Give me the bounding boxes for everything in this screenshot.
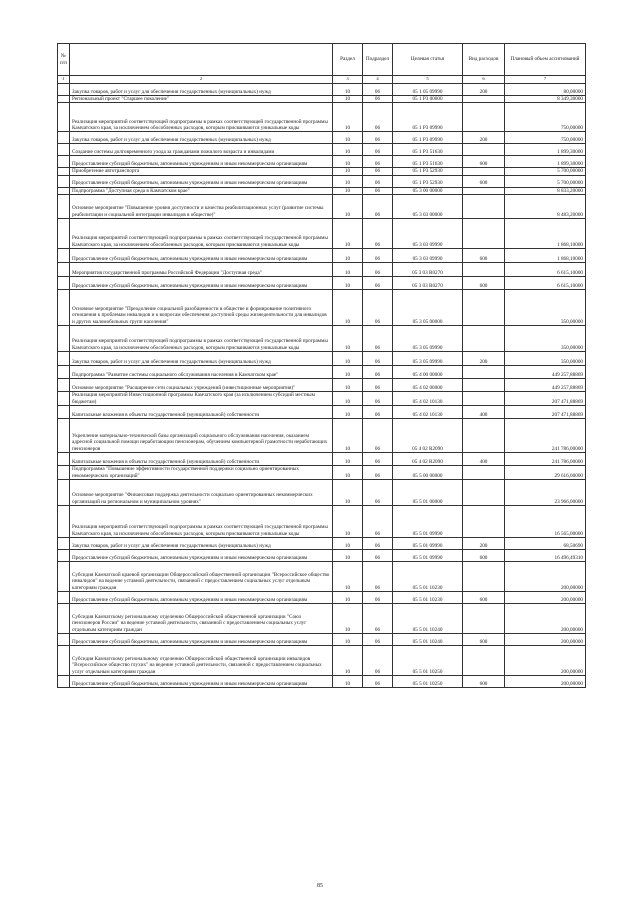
row-target: 05 4 02 10130: [393, 392, 463, 406]
row-expense: [463, 290, 505, 326]
row-amount: 200,00000: [505, 562, 586, 592]
row-expense: 600: [463, 277, 505, 290]
row-target: 05 1 P3 09990: [393, 132, 463, 144]
row-num: [58, 466, 70, 480]
row-name: Субсидия Камчатской краевой организации Общероссийской общественной организации "Всероссийское общество инвалидов" на ведение уставной деятельности, связанной с предоставлением социальных услуг отдельным категориям граждан: [70, 562, 333, 592]
row-num: [58, 480, 70, 506]
row-expense: 200: [463, 132, 505, 144]
row-num: [58, 646, 70, 676]
row-target: 05 3 05 09990: [393, 352, 463, 366]
table-row: [58, 84, 586, 96]
row-subsection: 06: [363, 195, 393, 219]
row-target: 05 5 01 09990: [393, 538, 463, 550]
row-expense: 200: [463, 84, 505, 96]
row-name: Основное мероприятие "Повышение уровня доступности и качества реабилитационных услуг (развитие системы реабилитации и социальной интеграции инвалидов в обществе)": [70, 195, 333, 219]
row-subsection: 06: [363, 592, 393, 604]
row-name: Реализация мероприятий соответствующей подпрограммы в рамках соответствующей государственной программы Камчатского края, за исключением обособленных расходов, которым присваиваются уникальные коды: [70, 326, 333, 352]
row-num: [58, 195, 70, 219]
row-name: Мероприятия государственной программы Российской Федерации "Доступная среда": [70, 263, 333, 277]
row-section: 10: [333, 84, 363, 96]
row-subsection: 06: [363, 604, 393, 634]
row-num: [58, 538, 70, 550]
row-amount: 23 966,00000: [505, 480, 586, 506]
row-subsection: 06: [363, 392, 393, 406]
row-section: 10: [333, 263, 363, 277]
row-section: 10: [333, 187, 363, 194]
row-subsection: 06: [363, 453, 393, 466]
row-target: 05 5 01 09990: [393, 506, 463, 538]
row-name: Предоставление субсидий бюджетным, автономным учреждениям и иным некоммерческим организациям: [70, 550, 333, 562]
row-expense: [463, 263, 505, 277]
row-name: Укрепление материально-технической базы организаций социального обслуживания населения, оказанием адресной социальной помощи неработающим пенсионерам, обучением компьютерной грамотности неработающих пенсионеров: [70, 419, 333, 453]
row-name: Реализация мероприятий Инвестиционной программы Камчатского края (за исключением субсидий местным бюджетам): [70, 392, 333, 406]
row-subsection: 06: [363, 379, 393, 392]
row-amount: 449 257,88869: [505, 366, 586, 379]
row-expense: [463, 379, 505, 392]
row-amount: 5 700,00000: [505, 168, 586, 175]
table-row: [58, 453, 586, 466]
row-expense: 600: [463, 156, 505, 168]
row-num: [58, 103, 70, 132]
column-index: 4: [363, 76, 393, 84]
table-row: [58, 352, 586, 366]
row-subsection: 06: [363, 562, 393, 592]
table-row: [58, 290, 586, 326]
row-num: [58, 132, 70, 144]
row-expense: [463, 506, 505, 538]
column-index: 6: [463, 76, 505, 84]
header-num: № п/п: [58, 44, 70, 76]
row-target: 05 5 00 00000: [393, 466, 463, 480]
row-amount: 449 257,88869: [505, 379, 586, 392]
table-row: [58, 562, 586, 592]
row-section: 10: [333, 290, 363, 326]
row-expense: [463, 195, 505, 219]
table-body: [58, 84, 586, 688]
row-expense: [463, 96, 505, 103]
row-name: Закупка товаров, работ и услуг для обеспечения государственных (муниципальных) нужд: [70, 538, 333, 550]
row-name: Реализация мероприятий соответствующей подпрограммы в рамках соответствующей государственной программы Камчатского края, за исключением обособленных расходов, которым присваиваются уникальные коды: [70, 219, 333, 249]
table-row: [58, 366, 586, 379]
column-index: 3: [333, 76, 363, 84]
row-amount: 8 349,30000: [505, 96, 586, 103]
row-target: 05 5 01 10250: [393, 646, 463, 676]
row-target: 05 1 P3 52930: [393, 175, 463, 187]
row-target: 05 5 01 10240: [393, 604, 463, 634]
row-section: 10: [333, 326, 363, 352]
header-name: [70, 44, 333, 76]
row-section: 10: [333, 249, 363, 263]
row-section: 10: [333, 506, 363, 538]
row-expense: 600: [463, 550, 505, 562]
table-row: [58, 96, 586, 103]
header-amount: Плановый объем ассигнований: [505, 44, 586, 76]
page-number: 85: [317, 883, 323, 889]
row-name: Закупка товаров, работ и услуг для обеспечения государственных (муниципальных) нужд: [70, 352, 333, 366]
row-num: [58, 366, 70, 379]
row-target: 05 3 03 09990: [393, 249, 463, 263]
row-subsection: 06: [363, 103, 393, 132]
row-name: Субсидия Камчатскому региональному отделению Общероссийской общественной организации инвалидов "Всероссийское общество глухих" на ведение уставной деятельности, связанной с предоставлением социальных услуг отдельным категориям граждан: [70, 646, 333, 676]
row-section: 10: [333, 538, 363, 550]
row-num: [58, 219, 70, 249]
row-num: [58, 604, 70, 634]
row-target: 05 5 01 10230: [393, 562, 463, 592]
row-target: 05 3 03 R0270: [393, 263, 463, 277]
row-name: Предоставление субсидий бюджетным, автономным учреждениям и иным некоммерческим организациям: [70, 277, 333, 290]
row-amount: 241 786,00000: [505, 453, 586, 466]
header-section: Раздел: [333, 44, 363, 76]
table-row: [58, 550, 586, 562]
row-num: [58, 550, 70, 562]
row-amount: 200,00000: [505, 604, 586, 634]
row-section: 10: [333, 132, 363, 144]
row-expense: [463, 419, 505, 453]
row-num: [58, 676, 70, 688]
row-expense: 400: [463, 406, 505, 419]
row-subsection: 06: [363, 263, 393, 277]
row-amount: 750,00000: [505, 132, 586, 144]
row-subsection: 06: [363, 144, 393, 156]
row-subsection: 06: [363, 156, 393, 168]
row-section: 10: [333, 562, 363, 592]
row-subsection: 06: [363, 187, 393, 194]
row-subsection: 06: [363, 219, 393, 249]
row-section: 10: [333, 604, 363, 634]
row-name: Капитальные вложения в объекты государственной (муниципальной) собственности: [70, 406, 333, 419]
row-target: 05 5 01 10230: [393, 592, 463, 604]
row-target: 05 1 P3 09990: [393, 103, 463, 132]
row-target: 05 4 02 00000: [393, 379, 463, 392]
row-num: [58, 506, 70, 538]
table-row: [58, 506, 586, 538]
row-amount: 200,00000: [505, 592, 586, 604]
row-amount: 16 565,00000: [505, 506, 586, 538]
row-amount: 350,00000: [505, 352, 586, 366]
row-amount: 6 615,10000: [505, 263, 586, 277]
row-expense: [463, 219, 505, 249]
row-section: 10: [333, 392, 363, 406]
row-name: Подпрограмма "Развитие системы социального обслуживания населения в Камчатском крае": [70, 366, 333, 379]
row-section: 10: [333, 646, 363, 676]
row-target: 05 1 P3 52930: [393, 168, 463, 175]
row-target: 05 5 01 10240: [393, 634, 463, 646]
row-num: [58, 392, 70, 406]
table-row: [58, 326, 586, 352]
table-row: [58, 103, 586, 132]
row-amount: 241 786,00000: [505, 419, 586, 453]
row-amount: 16 496,49310: [505, 550, 586, 562]
row-target: 05 3 03 09990: [393, 219, 463, 249]
row-name: Предоставление субсидий бюджетным, автономным учреждениям и иным некоммерческим организациям: [70, 156, 333, 168]
row-subsection: 06: [363, 132, 393, 144]
row-amount: 1 899,30000: [505, 144, 586, 156]
row-subsection: 06: [363, 84, 393, 96]
row-num: [58, 263, 70, 277]
table-row: [58, 634, 586, 646]
table-row: [58, 480, 586, 506]
row-amount: 80,00000: [505, 84, 586, 96]
row-num: [58, 352, 70, 366]
row-amount: 68,50690: [505, 538, 586, 550]
row-num: [58, 453, 70, 466]
row-num: [58, 419, 70, 453]
row-section: 10: [333, 676, 363, 688]
row-section: 10: [333, 453, 363, 466]
row-subsection: 06: [363, 175, 393, 187]
header-expense: Вид расходов: [463, 44, 505, 76]
row-expense: 600: [463, 676, 505, 688]
row-section: 10: [333, 144, 363, 156]
row-expense: [463, 562, 505, 592]
table-row: [58, 168, 586, 175]
table-row: [58, 379, 586, 392]
row-amount: 200,00000: [505, 634, 586, 646]
row-expense: [463, 604, 505, 634]
row-num: [58, 96, 70, 103]
row-name: Основное мероприятие "Финансовая поддержка деятельности социально ориентированных некоммерческих организаций на региональном и муниципальном уровнях": [70, 480, 333, 506]
row-section: 10: [333, 168, 363, 175]
row-section: 10: [333, 406, 363, 419]
table-row: [58, 195, 586, 219]
row-target: 05 4 00 00000: [393, 366, 463, 379]
row-num: [58, 144, 70, 156]
row-target: 05 3 05 09990: [393, 326, 463, 352]
row-section: 10: [333, 277, 363, 290]
row-section: 10: [333, 466, 363, 480]
row-num: [58, 175, 70, 187]
row-num: [58, 249, 70, 263]
row-subsection: 06: [363, 96, 393, 103]
table-header-row: [58, 44, 586, 76]
row-section: 10: [333, 550, 363, 562]
row-section: 10: [333, 634, 363, 646]
row-subsection: 06: [363, 352, 393, 366]
header-subsection: Подраздел: [363, 44, 393, 76]
row-expense: [463, 466, 505, 480]
row-expense: [463, 366, 505, 379]
row-target: 05 5 01 09990: [393, 550, 463, 562]
row-num: [58, 592, 70, 604]
row-num: [58, 187, 70, 194]
row-subsection: 06: [363, 277, 393, 290]
column-index: 2: [70, 76, 333, 84]
budget-table: [57, 43, 586, 688]
row-expense: [463, 168, 505, 175]
row-expense: 400: [463, 453, 505, 466]
row-expense: 200: [463, 352, 505, 366]
row-expense: [463, 646, 505, 676]
row-num: [58, 326, 70, 352]
row-num: [58, 277, 70, 290]
table-row: [58, 538, 586, 550]
table-row: [58, 419, 586, 453]
table-row: [58, 592, 586, 604]
row-num: [58, 156, 70, 168]
table-row: [58, 277, 586, 290]
table-row: [58, 144, 586, 156]
row-name: Региональный проект "Старшее поколение": [70, 96, 333, 103]
row-expense: [463, 103, 505, 132]
row-num: [58, 406, 70, 419]
table-row: [58, 646, 586, 676]
row-subsection: 06: [363, 419, 393, 453]
row-name: Предоставление субсидий бюджетным, автономным учреждениям и иным некоммерческим организациям: [70, 592, 333, 604]
row-section: 10: [333, 592, 363, 604]
row-expense: [463, 480, 505, 506]
table-row: [58, 219, 586, 249]
table-row: [58, 249, 586, 263]
row-amount: 1 868,10000: [505, 249, 586, 263]
row-amount: 350,00000: [505, 326, 586, 352]
row-name: Предоставление субсидий бюджетным, автономным учреждениям и иным некоммерческим организациям: [70, 175, 333, 187]
row-target: 05 1 05 09990: [393, 84, 463, 96]
row-name: Предоставление субсидий бюджетным, автономным учреждениям и иным некоммерческим организациям: [70, 249, 333, 263]
row-target: 05 4 02 R2090: [393, 419, 463, 453]
column-index-row: [58, 76, 586, 84]
row-name: Капитальные вложения в объекты государственной (муниципальной) собственности: [70, 453, 333, 466]
row-target: 05 1 P3 00000: [393, 96, 463, 103]
row-expense: 200: [463, 538, 505, 550]
row-amount: 207 471,88869: [505, 406, 586, 419]
row-name: Реализация мероприятий соответствующей подпрограммы в рамках соответствующей государственной программы Камчатского края, за исключением обособленных расходов, которым присваиваются уникальные коды: [70, 103, 333, 132]
row-target: 05 3 05 00000: [393, 290, 463, 326]
row-section: 10: [333, 195, 363, 219]
row-subsection: 06: [363, 480, 393, 506]
row-name: Закупка товаров, работ и услуг для обеспечения государственных (муниципальных) нужд: [70, 84, 333, 96]
row-target: 05 4 02 R2090: [393, 453, 463, 466]
row-subsection: 06: [363, 506, 393, 538]
row-subsection: 06: [363, 466, 393, 480]
row-expense: [463, 144, 505, 156]
row-target: 05 3 03 R0270: [393, 277, 463, 290]
row-subsection: 06: [363, 249, 393, 263]
row-expense: [463, 392, 505, 406]
row-section: 10: [333, 96, 363, 103]
row-amount: 1 868,10000: [505, 219, 586, 249]
row-section: 10: [333, 175, 363, 187]
row-subsection: 06: [363, 406, 393, 419]
row-section: 10: [333, 366, 363, 379]
row-num: [58, 562, 70, 592]
row-name: Подпрограмма "Доступная среда в Камчатском крае": [70, 187, 333, 194]
row-subsection: 06: [363, 676, 393, 688]
row-target: 05 1 P3 51630: [393, 156, 463, 168]
row-amount: 6 615,10000: [505, 277, 586, 290]
table-row: [58, 676, 586, 688]
row-subsection: 06: [363, 326, 393, 352]
row-num: [58, 379, 70, 392]
column-index: 5: [393, 76, 463, 84]
row-section: 10: [333, 379, 363, 392]
row-name: Субсидия Камчатскому региональному отделению Общероссийской общественной организации "Союз пенсионеров России" на ведение уставной деятельности, связанной с предоставлением социальных услуг отдельным категориям граждан: [70, 604, 333, 634]
table-row: [58, 604, 586, 634]
row-name: Основное мероприятие "Расширение сети социальных учреждений (инвестиционные мероприятия)": [70, 379, 333, 392]
table-row: [58, 392, 586, 406]
table-row: [58, 466, 586, 480]
row-section: 10: [333, 419, 363, 453]
row-name: Реализация мероприятий соответствующей подпрограммы в рамках соответствующей государственной программы Камчатского края, за исключением обособленных расходов, которым присваиваются уникальные коды: [70, 506, 333, 538]
table-row: [58, 156, 586, 168]
row-target: 05 4 02 10130: [393, 406, 463, 419]
row-subsection: 06: [363, 646, 393, 676]
table-row: [58, 175, 586, 187]
row-num: [58, 634, 70, 646]
row-name: Основное мероприятие "Преодоление социальной разобщенности в обществе и формирование позитивного отношения к проблемам инвалидов и к вопросам обеспечения доступной среды жизнедеятельности для инвалидов и других маломобильных групп населения": [70, 290, 333, 326]
row-expense: [463, 187, 505, 194]
row-amount: 1 899,30000: [505, 156, 586, 168]
row-section: 10: [333, 352, 363, 366]
row-name: Создание системы долговременного ухода за гражданами пожилого возраста и инвалидами: [70, 144, 333, 156]
row-expense: 600: [463, 175, 505, 187]
row-amount: 200,00000: [505, 646, 586, 676]
row-subsection: 06: [363, 538, 393, 550]
row-amount: 750,00000: [505, 103, 586, 132]
row-amount: 8 483,20000: [505, 195, 586, 219]
row-target: 05 1 P3 51630: [393, 144, 463, 156]
row-target: 05 3 03 00000: [393, 195, 463, 219]
row-target: 05 5 01 10250: [393, 676, 463, 688]
row-num: [58, 84, 70, 96]
row-expense: 600: [463, 249, 505, 263]
row-amount: 5 700,00000: [505, 175, 586, 187]
row-name: Предоставление субсидий бюджетным, автономным учреждениям и иным некоммерческим организациям: [70, 676, 333, 688]
row-expense: 600: [463, 634, 505, 646]
row-subsection: 06: [363, 634, 393, 646]
table-row: [58, 406, 586, 419]
header-target: Целевая статья: [393, 44, 463, 76]
table-row: [58, 132, 586, 144]
row-section: 10: [333, 219, 363, 249]
row-subsection: 06: [363, 550, 393, 562]
row-num: [58, 168, 70, 175]
row-amount: 200,00000: [505, 676, 586, 688]
row-subsection: 06: [363, 290, 393, 326]
row-name: Приобретение автотранспорта: [70, 168, 333, 175]
column-index: 7: [505, 76, 586, 84]
row-name: Закупка товаров, работ и услуг для обеспечения государственных (муниципальных) нужд: [70, 132, 333, 144]
row-amount: 207 471,88869: [505, 392, 586, 406]
row-expense: 600: [463, 592, 505, 604]
column-index: 1: [58, 76, 70, 84]
row-section: 10: [333, 156, 363, 168]
row-section: 10: [333, 103, 363, 132]
row-amount: 8 833,20000: [505, 187, 586, 194]
row-amount: 29 616,00000: [505, 466, 586, 480]
row-subsection: 06: [363, 366, 393, 379]
row-num: [58, 290, 70, 326]
row-name: Предоставление субсидий бюджетным, автономным учреждениям и иным некоммерческим организациям: [70, 634, 333, 646]
row-target: 05 5 01 00000: [393, 480, 463, 506]
row-section: 10: [333, 480, 363, 506]
row-subsection: 06: [363, 168, 393, 175]
row-target: 05 3 00 00000: [393, 187, 463, 194]
row-amount: 350,00000: [505, 290, 586, 326]
table-row: [58, 187, 586, 194]
table-row: [58, 263, 586, 277]
row-name: Подпрограмма "Повышение эффективности государственной поддержки социально ориентированных некоммерческих организаций": [70, 466, 333, 480]
row-expense: [463, 326, 505, 352]
